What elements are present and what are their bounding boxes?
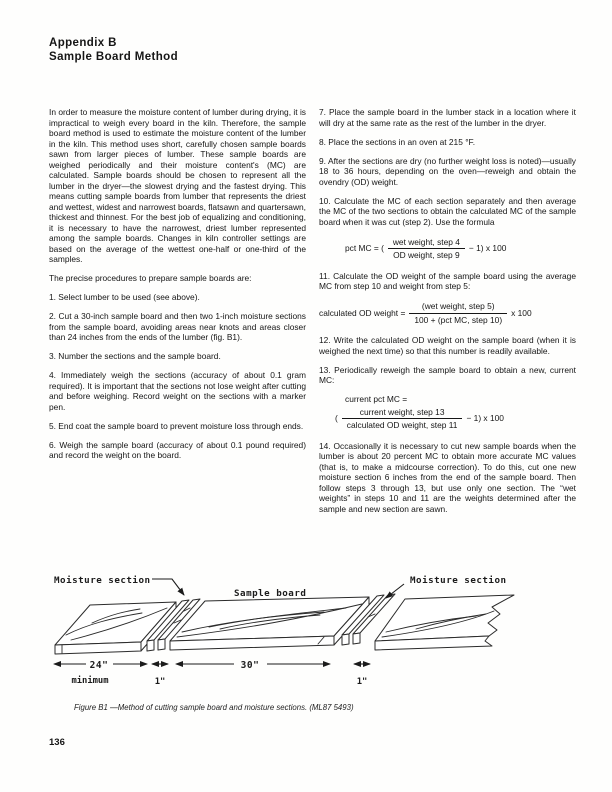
formula-current-numerator: current weight, step 13 — [359, 406, 445, 417]
formula-od-fraction — [409, 300, 507, 326]
figure-caption: Figure B1 —Method of cutting sample board and moisture sections. (ML87 5493) — [74, 703, 354, 712]
appendix-title — [49, 37, 178, 64]
step-8: 8. Place the sections in an oven at 215 °F. — [319, 136, 476, 147]
dimension-1inch-right-label: 1" — [356, 677, 368, 687]
dimension-24-label: 24" — [89, 660, 109, 671]
step-6: 6. Weigh the sample board (accuracy of about 0.1 pound required) and record the weight on the board. — [49, 439, 306, 460]
dimension-1inch-left-label: 1" — [154, 677, 166, 687]
formula-pct-mc-rhs: − 1) x 100 — [468, 243, 507, 254]
appendix-title-line2: Sample Board Method — [49, 50, 179, 63]
right-column — [319, 107, 576, 523]
intro-paragraph: In order to measure the moisture content of lumber during drying, it is impractical to weigh every board in the kiln. Therefore, the sample board method is used to estimate the moisture content of the lumber in the kiln. This method uses short, carefully chosen sample boards sawn from larger pieces of lumber. These sample boards are weighed periodically and their moisture content's (MC) are calculated. Sample boards should be chosen to represent all the lumber in the dryer—the slowest drying and the fastest drying. This means cutting sample boards from lumber that represents the driest and wettest, widest and narrowest boards, flatsawn and quartersawn, thickest and thinnest. For the best job of equalizing and conditioning, it is necessary to have the narrowest, driest lumber represented among the sample boards. Changes in kiln controller settings are based on the average of the wettest one-half or one-third of the samples. — [49, 107, 306, 264]
formula-od-lhs: calculated OD weight = — [319, 307, 406, 318]
moisture-section-label-left: Moisture section — [54, 575, 151, 586]
step-7: 7. Place the sample board in the lumber stack in a location where it will dry at the same rate as the rest of the lumber in the dryer. — [319, 107, 576, 128]
formula-pct-mc-numerator: wet weight, step 4 — [392, 236, 460, 247]
formula-current-line1: current pct MC = — [345, 394, 408, 404]
formula-calculated-od-weight — [319, 300, 576, 326]
moisture-section-label-right: Moisture section — [410, 575, 507, 586]
formula-current-pct-mc — [335, 394, 576, 432]
formula-current-rhs: − 1) x 100 — [466, 413, 504, 424]
formula-pct-mc-fraction — [388, 236, 465, 262]
right-board-shape — [375, 595, 514, 650]
dimension-minimum-label: minimum — [71, 676, 109, 686]
step-3: 3. Number the sections and the sample board. — [49, 351, 221, 361]
page-number: 136 — [49, 737, 65, 748]
sample-board-label: Sample board — [234, 588, 307, 599]
step-5: 5. End coat the sample board to prevent moisture loss through ends. — [49, 420, 304, 431]
formula-current-fraction — [342, 406, 463, 432]
lumber-cutting-diagram — [24, 571, 590, 703]
figure-b1 — [24, 571, 590, 703]
step-11: 11. Calculate the OD weight of the sample board using the average MC from step 10 and weight from step 5: — [319, 270, 576, 291]
step-1: 1. Select lumber to be used (see above). — [49, 292, 200, 302]
formula-current-denominator: calculated OD weight, step 11 — [342, 418, 463, 432]
appendix-title-line1: Appendix B — [49, 37, 117, 49]
step-4: 4. Immediately weigh the sections (accuracy of about 0.1 gram required). It is important that the sections not lose weight after cutting and before weighing. Record weight on the sections with a marker pen. — [49, 370, 306, 412]
step-12: 12. Write the calculated OD weight on the sample board (when it is weighed the next time) so that this number is readily available. — [319, 335, 576, 356]
step-13: 13. Periodically reweigh the sample board to obtain a new, current MC: — [319, 364, 576, 385]
step-14: 14. Occasionally it is necessary to cut new sample boards when the lumber is about 20 percent MC to obtain more accurate MC values (that is, to make a midcourse correction). To do this, cut one new moisture section 6 inches from the end of the sample board. Then follow steps 3 through 13, but use only one section. The “wet weights” in steps 10 and 11 are the weights determined after the sample and new section are sawn. — [319, 440, 576, 514]
procedures-intro: The precise procedures to prepare sample boards are: — [49, 273, 252, 283]
leader-arrow-left — [152, 579, 184, 595]
step-10: 10. Calculate the MC of each section separately and then average the MC of the two sections to obtain the calculated MC of the sample board when it was cut (step 2). Use the formula — [319, 195, 576, 227]
left-column — [49, 107, 306, 523]
formula-current-lhs: ( — [335, 413, 338, 424]
dimension-30-label: 30" — [240, 660, 260, 671]
formula-pct-mc — [345, 236, 576, 262]
two-column-body — [49, 107, 576, 523]
formula-pct-mc-lhs: pct MC = ( — [345, 243, 384, 254]
formula-pct-mc-denominator: OD weight, step 9 — [388, 248, 465, 262]
formula-od-rhs: x 100 — [511, 307, 532, 318]
formula-od-denominator: 100 + (pct MC, step 10) — [409, 313, 507, 327]
step-9: 9. After the sections are dry (no further weight loss is noted)—usually 18 to 36 hours, depending on the oven—reweigh and obtain the ovendry (OD) weight. — [319, 155, 576, 187]
leader-arrow-right — [386, 584, 404, 598]
formula-od-numerator: (wet weight, step 5) — [421, 301, 495, 311]
step-2: 2. Cut a 30-inch sample board and then two 1-inch moisture sections from the sample board, avoiding areas near knots and areas closer than 24 inches from the ends of the lumber (fig. B1). — [49, 311, 306, 342]
